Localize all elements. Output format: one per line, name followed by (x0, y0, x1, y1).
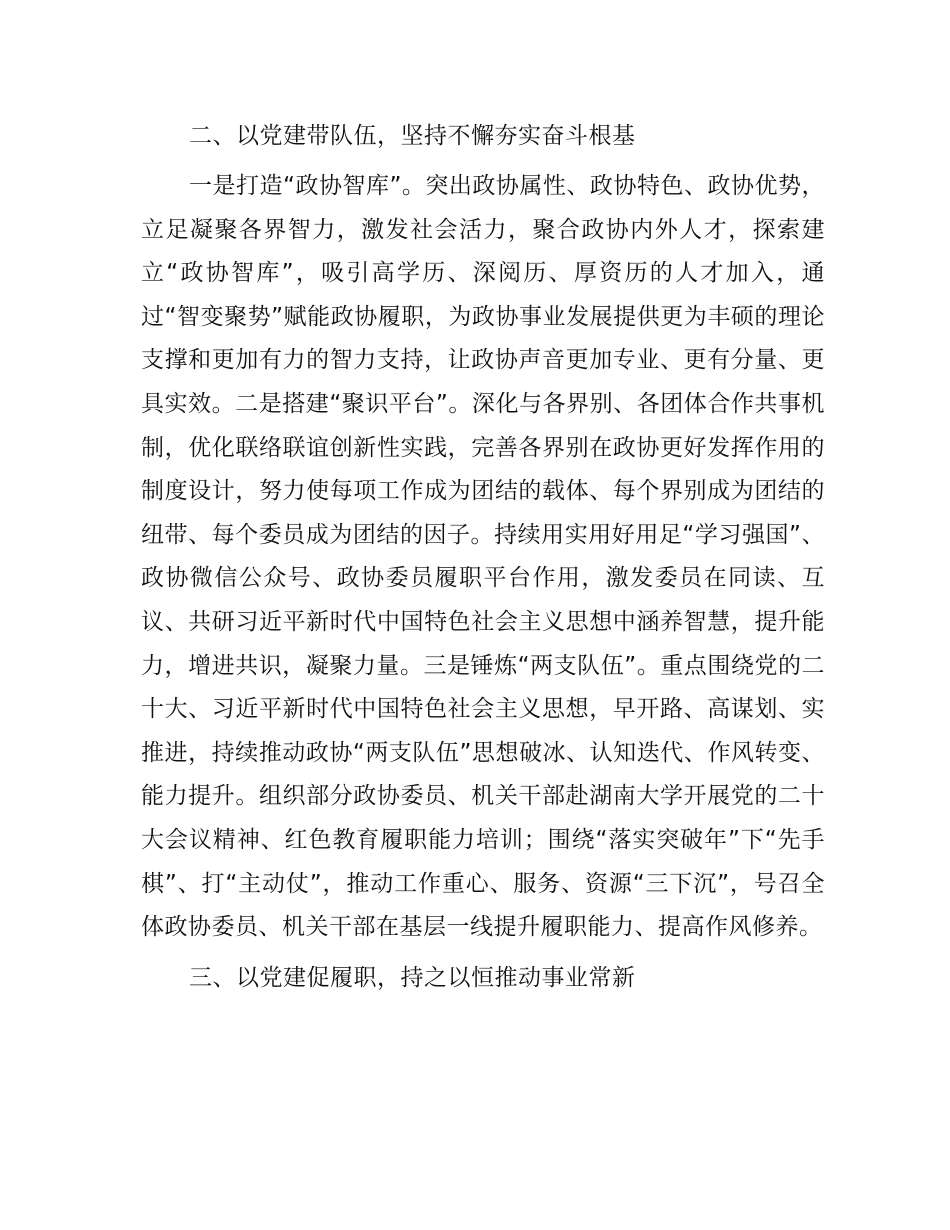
document-body (141, 115, 825, 1000)
body-paragraph: 一是打造“政协智库”。突出政协属性、政协特色、政协优势，立足凝聚各界智力，激发社会活力，聚合政协内外人才，探索建立“政协智库”，吸引高学历、深阅历、厚资历的人才加入，通过“智变聚势”赋能政协履职，为政协事业发展提供更为丰硕的理论支撑和更加有力的智力支持，让政协声音更加专业、更有分量、更具实效。二是搭建“聚识平台”。深化与各界别、各团体合作共事机制，优化联络联谊创新性实践，完善各界别在政协更好发挥作用的制度设计，努力使每项工作成为团结的载体、每个界别成为团结的纽带、每个委员成为团结的因子。持续用实用好用足“学习强国”、政协微信公众号、政协委员履职平台作用，激发委员在同读、互议、共研习近平新时代中国特色社会主义思想中涵养智慧，提升能力，增进共识，凝聚力量。三是锤炼“两支队伍”。重点围绕党的二十大、习近平新时代中国特色社会主义思想，早开路、高谋划、实推进，持续推动政协“两支队伍”思想破冰、认知迭代、作风转变、能力提升。组织部分政协委员、机关干部赴湖南大学开展党的二十大会议精神、红色教育履职能力培训；围绕“落实突破年”下“先手棋”、打“主动仗”，推动工作重心、服务、资源“三下沉”，号召全体政协委员、机关干部在基层一线提升履职能力、提高作风修养。 (141, 173, 825, 941)
section-heading-3: 三、以党建促履职，持之以恒推动事业常新 (189, 964, 636, 991)
section-heading-2: 二、以党建带队伍，坚持不懈夯实奋斗根基 (189, 123, 636, 149)
